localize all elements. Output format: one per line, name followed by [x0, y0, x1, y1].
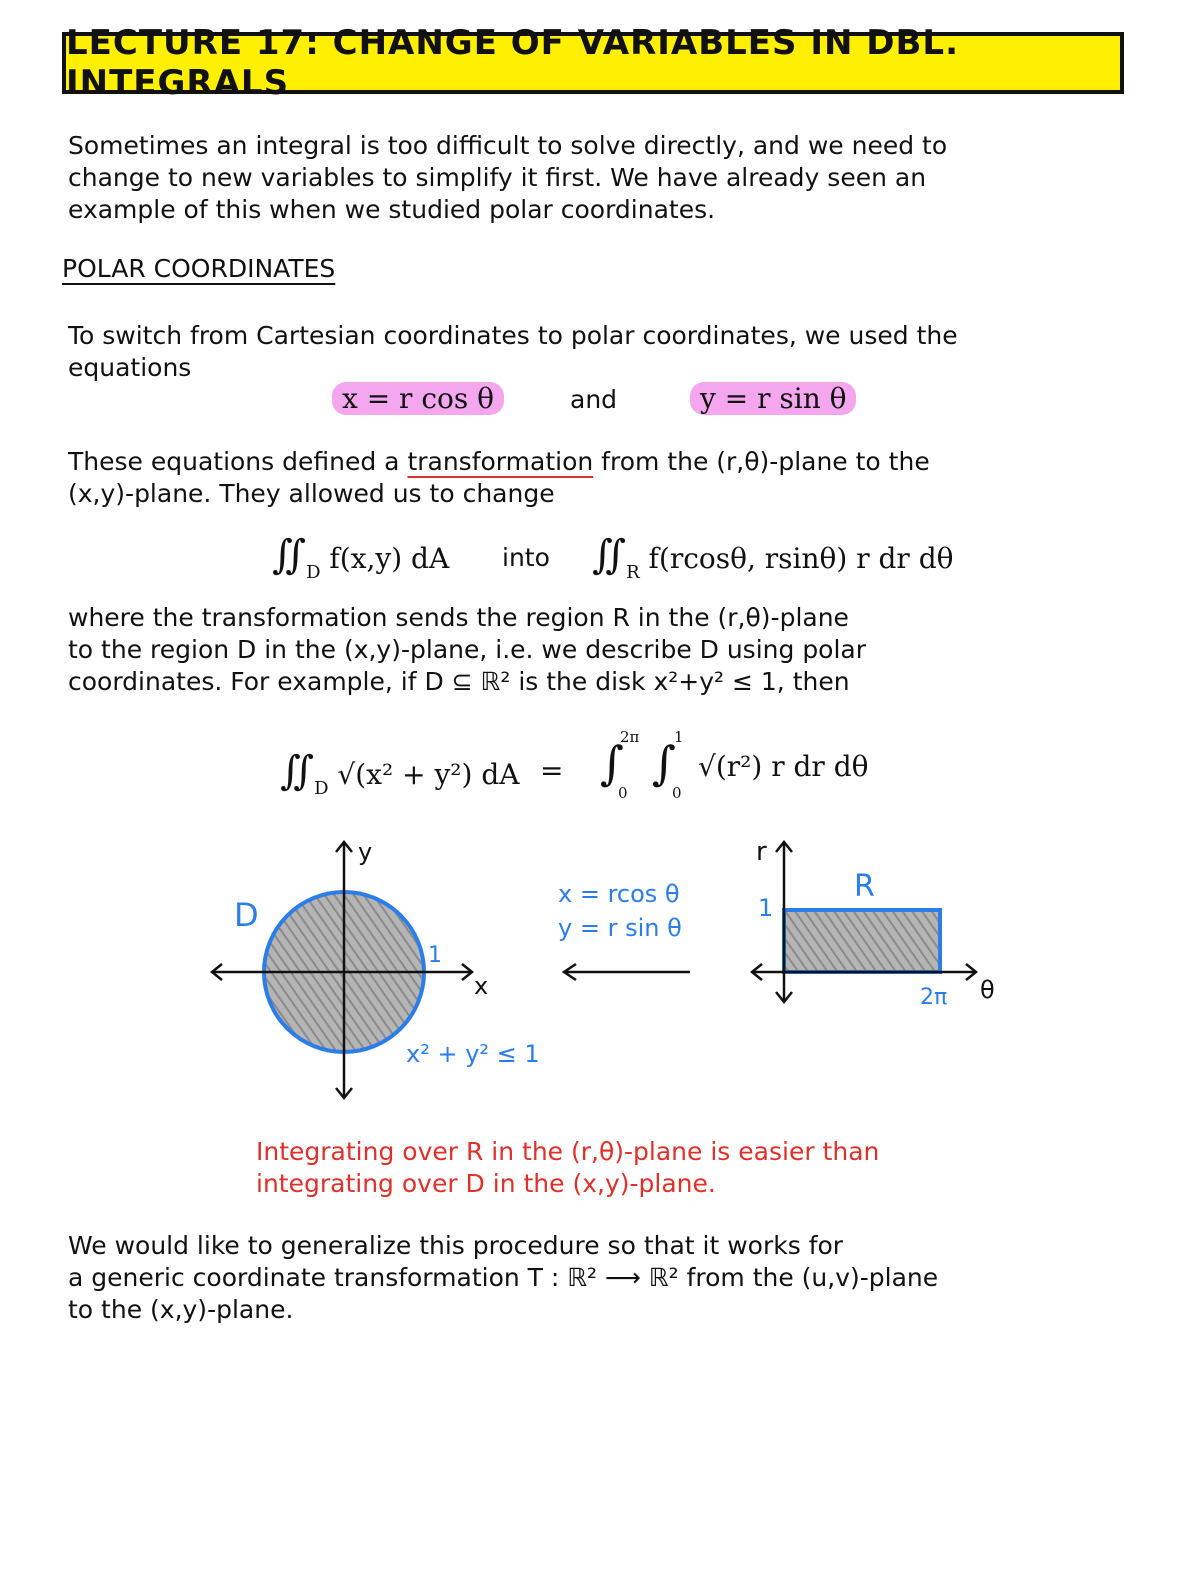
- switch-paragraph: [68, 320, 1128, 384]
- intro-line: Sometimes an integral is too difficult to solve directly, and we need to: [68, 131, 948, 160]
- section-heading: POLAR COORDINATES: [62, 254, 336, 283]
- lecture-title: LECTURE 17: CHANGE OF VARIABLES IN DBL. INTEGRALS: [66, 23, 960, 103]
- where-line: coordinates. For example, if D ⊆ ℝ² is the disk x²+y² ≤ 1, then: [68, 667, 850, 696]
- equation-and: and: [570, 385, 618, 414]
- red-note-line: Integrating over R in the (r,θ)-plane is easier than: [256, 1137, 880, 1166]
- polar-diagram: [190, 830, 1020, 1110]
- right-plane: [752, 837, 995, 1010]
- rectangle-fill: [784, 910, 940, 972]
- theta-axis-label: θ: [980, 976, 995, 1004]
- transformation-line-2: (x,y)-plane. They allowed us to change: [68, 479, 555, 508]
- left-plane: [212, 838, 540, 1098]
- example-equals: =: [540, 754, 564, 787]
- equation-x: x = r cos θ: [332, 382, 504, 415]
- intro-line: example of this when we studied polar coordinates.: [68, 195, 716, 224]
- example-integral-left: $∬_D$ √(x² + y²) dA: [280, 748, 520, 799]
- theta-width-label: 2π: [920, 985, 948, 1010]
- x-axis-label: x: [474, 972, 489, 1000]
- r-height-label: 1: [758, 894, 774, 922]
- switch-line: To switch from Cartesian coordinates to polar coordinates, we used the: [68, 321, 958, 350]
- radius-label: 1: [428, 943, 442, 968]
- transformation-line-1: These equations defined a transformation from the (r,θ)-plane to the: [68, 447, 930, 476]
- transformation-keyword: transformation: [407, 447, 594, 476]
- r-axis-label: r: [756, 837, 767, 867]
- closing-line: to the (x,y)-plane.: [68, 1295, 294, 1324]
- equation-y: y = r sin θ: [690, 382, 856, 415]
- lecture-title-box: [62, 23, 1124, 103]
- closing-line: a generic coordinate transformation T : ℝ² ⟶ ℝ² from the (u,v)-plane: [68, 1263, 939, 1292]
- red-note-line: integrating over D in the (x,y)-plane.: [256, 1169, 716, 1198]
- where-line: where the transformation sends the region R in the (r,θ)-plane: [68, 603, 849, 632]
- map-eq-y: y = r sin θ: [558, 914, 682, 942]
- region-r-label: R: [854, 869, 875, 904]
- mapping: [558, 880, 690, 980]
- where-paragraph: [68, 602, 1138, 698]
- where-line: to the region D in the (x,y)-plane, i.e. we describe D using polar: [68, 635, 867, 664]
- integral-left: $∬_D$ f(x,y) dA: [272, 532, 450, 583]
- transformation-paragraph: [68, 446, 1138, 510]
- closing-paragraph: [68, 1230, 1138, 1326]
- disk-inequality: x² + y² ≤ 1: [406, 1040, 540, 1068]
- intro-line: change to new variables to simplify it first. We have already seen an: [68, 163, 927, 192]
- map-eq-x: x = rcos θ: [558, 880, 680, 908]
- intro-paragraph: [68, 130, 1128, 226]
- into-label: into: [502, 543, 550, 572]
- closing-line: We would like to generalize this procedure so that it works for: [68, 1231, 844, 1260]
- region-d-label: D: [234, 896, 259, 934]
- y-axis-label: y: [358, 838, 373, 866]
- integral-right: $∬_R$ f(rcosθ, rsinθ) r dr dθ: [592, 532, 954, 583]
- red-note: [256, 1136, 1016, 1200]
- switch-line: equations: [68, 353, 192, 382]
